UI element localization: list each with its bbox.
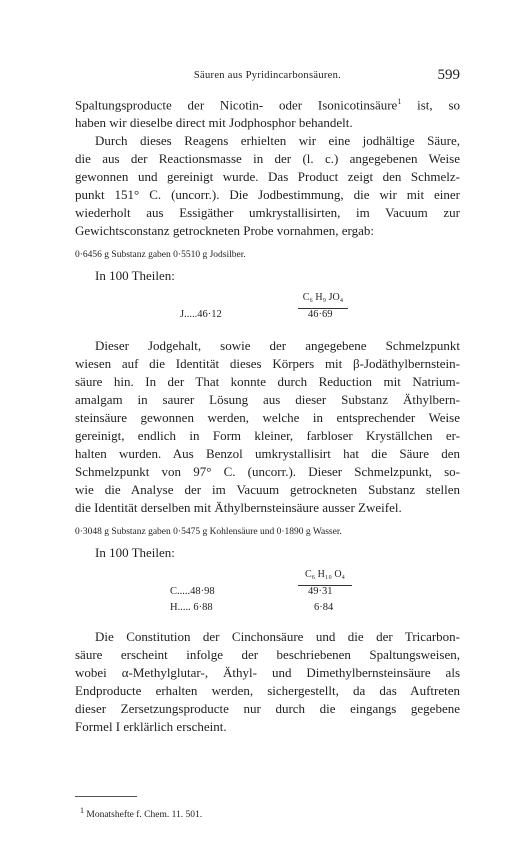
analysis-2-table [75, 562, 460, 620]
text-line: Dieser Jodgehalt, sowie der angegebene Schmelzpunkt [95, 338, 460, 354]
found-value: H..... 6·88 [170, 602, 213, 614]
text-line: wiederholt aus Essigäther umkrystallisirten, im Vacuum zur [75, 205, 460, 221]
text-line: haben wir dieselbe direct mit Jodphosphor behandelt. [75, 115, 353, 131]
text-line: halten wurden. Aus Benzol umkrystallisirt hat die Säure den [75, 446, 460, 462]
text-line: Formel I erklärlich erscheint. [75, 719, 227, 735]
found-value: C.....48·98 [170, 586, 215, 598]
text-line: wobei α-Methylglutar-, Äthyl- und Dimethylbernsteinsäure als [75, 665, 460, 681]
text-line: die Identität derselben mit Äthylbernsteinsäure ausser Zweifel. [75, 500, 402, 516]
text-line: dieser Zersetzungsproducte nur durch die eingangs gegebene [75, 701, 460, 717]
text-line: säure erscheint infolge der beschriebenen Spaltungsweisen, [75, 647, 460, 663]
analysis-1-line: 0·6456 g Substanz gaben 0·5510 g Jodsilber. [75, 250, 246, 261]
footnote-text: Monatshefte f. Chem. 11. 501. [86, 810, 203, 821]
text-line: gereinigt, endlich in Form kleiner, farbloser Kryställchen er- [75, 428, 460, 444]
page-header [75, 67, 460, 86]
paragraph-3 [75, 337, 460, 517]
paragraph-1 [75, 93, 460, 132]
paragraph-4 [75, 628, 460, 736]
calculated-value: 46·69 [308, 309, 333, 321]
analysis-2-heading: In 100 Theilen: [95, 545, 175, 561]
analysis-2-line: 0·3048 g Substanz gaben 0·5475 g Kohlensäure und 0·1890 g Wasser. [75, 527, 342, 538]
text-line: gewonnen und gereinigt wurde. Das Product zeigt den Schmelz- [75, 169, 460, 185]
text-line: säure hin. In der That konnte durch Reduction mit Natrium- [75, 374, 460, 390]
text-line: Die Constitution der Cinchonsäure und die der Tricarbon- [95, 629, 460, 645]
analysis-1-heading: In 100 Theilen: [95, 268, 175, 284]
formula-2: C₆ H₁₀ O₄ [298, 566, 352, 586]
text-line: punkt 151° C. (uncorr.). Die Jodbestimmung, die wir mit einer [75, 187, 460, 203]
calculated-value: 49·31 [308, 586, 333, 598]
page-body [75, 93, 460, 736]
analysis-1-table [75, 285, 460, 329]
text-line: wiesen auf die Identität dieses Körpers mit β-Jodäthylbernstein- [75, 356, 460, 372]
footnote-divider [75, 796, 137, 797]
text-line: Durch dieses Reagens erhielten wir eine jodhältige Säure, [95, 133, 460, 149]
footnote-marker: 1 [80, 806, 84, 815]
calculated-value: 6·84 [314, 602, 334, 614]
text-line: steinsäure gewonnen werden, welche in entsprechender Weise [75, 410, 460, 426]
text-line: Spaltungsproducte der Nicotin- oder Isonicotinsäure$^1$ ist, so [75, 97, 460, 113]
text-line: Schmelzpunkt von 97° C. (uncorr.). Dieser Schmelzpunkt, so- [75, 464, 460, 480]
footnote-ref: 1 [397, 97, 402, 106]
formula-1: C₆ H₉ JO₄ [298, 289, 348, 309]
text-line: amalgam in saurer Lösung aus dieser Substanz Äthylbern- [75, 392, 460, 408]
text-line: wie die Analyse der im Vacuum getrockneten Substanz stellen [75, 482, 460, 498]
text-line: die aus der Reactionsmasse in der (l. c.) angegebenen Weise [75, 151, 460, 167]
page-number: 599 [437, 67, 460, 83]
text-line: Gewichtsconstanz getrockneten Probe vornahmen, ergab: [75, 223, 375, 239]
paragraph-2 [75, 132, 460, 240]
text-line: Endproducte erhalten werden, sichergestellt, da das Auftreten [75, 683, 460, 699]
found-value: J.....46·12 [180, 309, 222, 321]
running-title: Säuren aus Pyridincarbonsäuren. [193, 70, 342, 81]
footnote [80, 806, 202, 820]
